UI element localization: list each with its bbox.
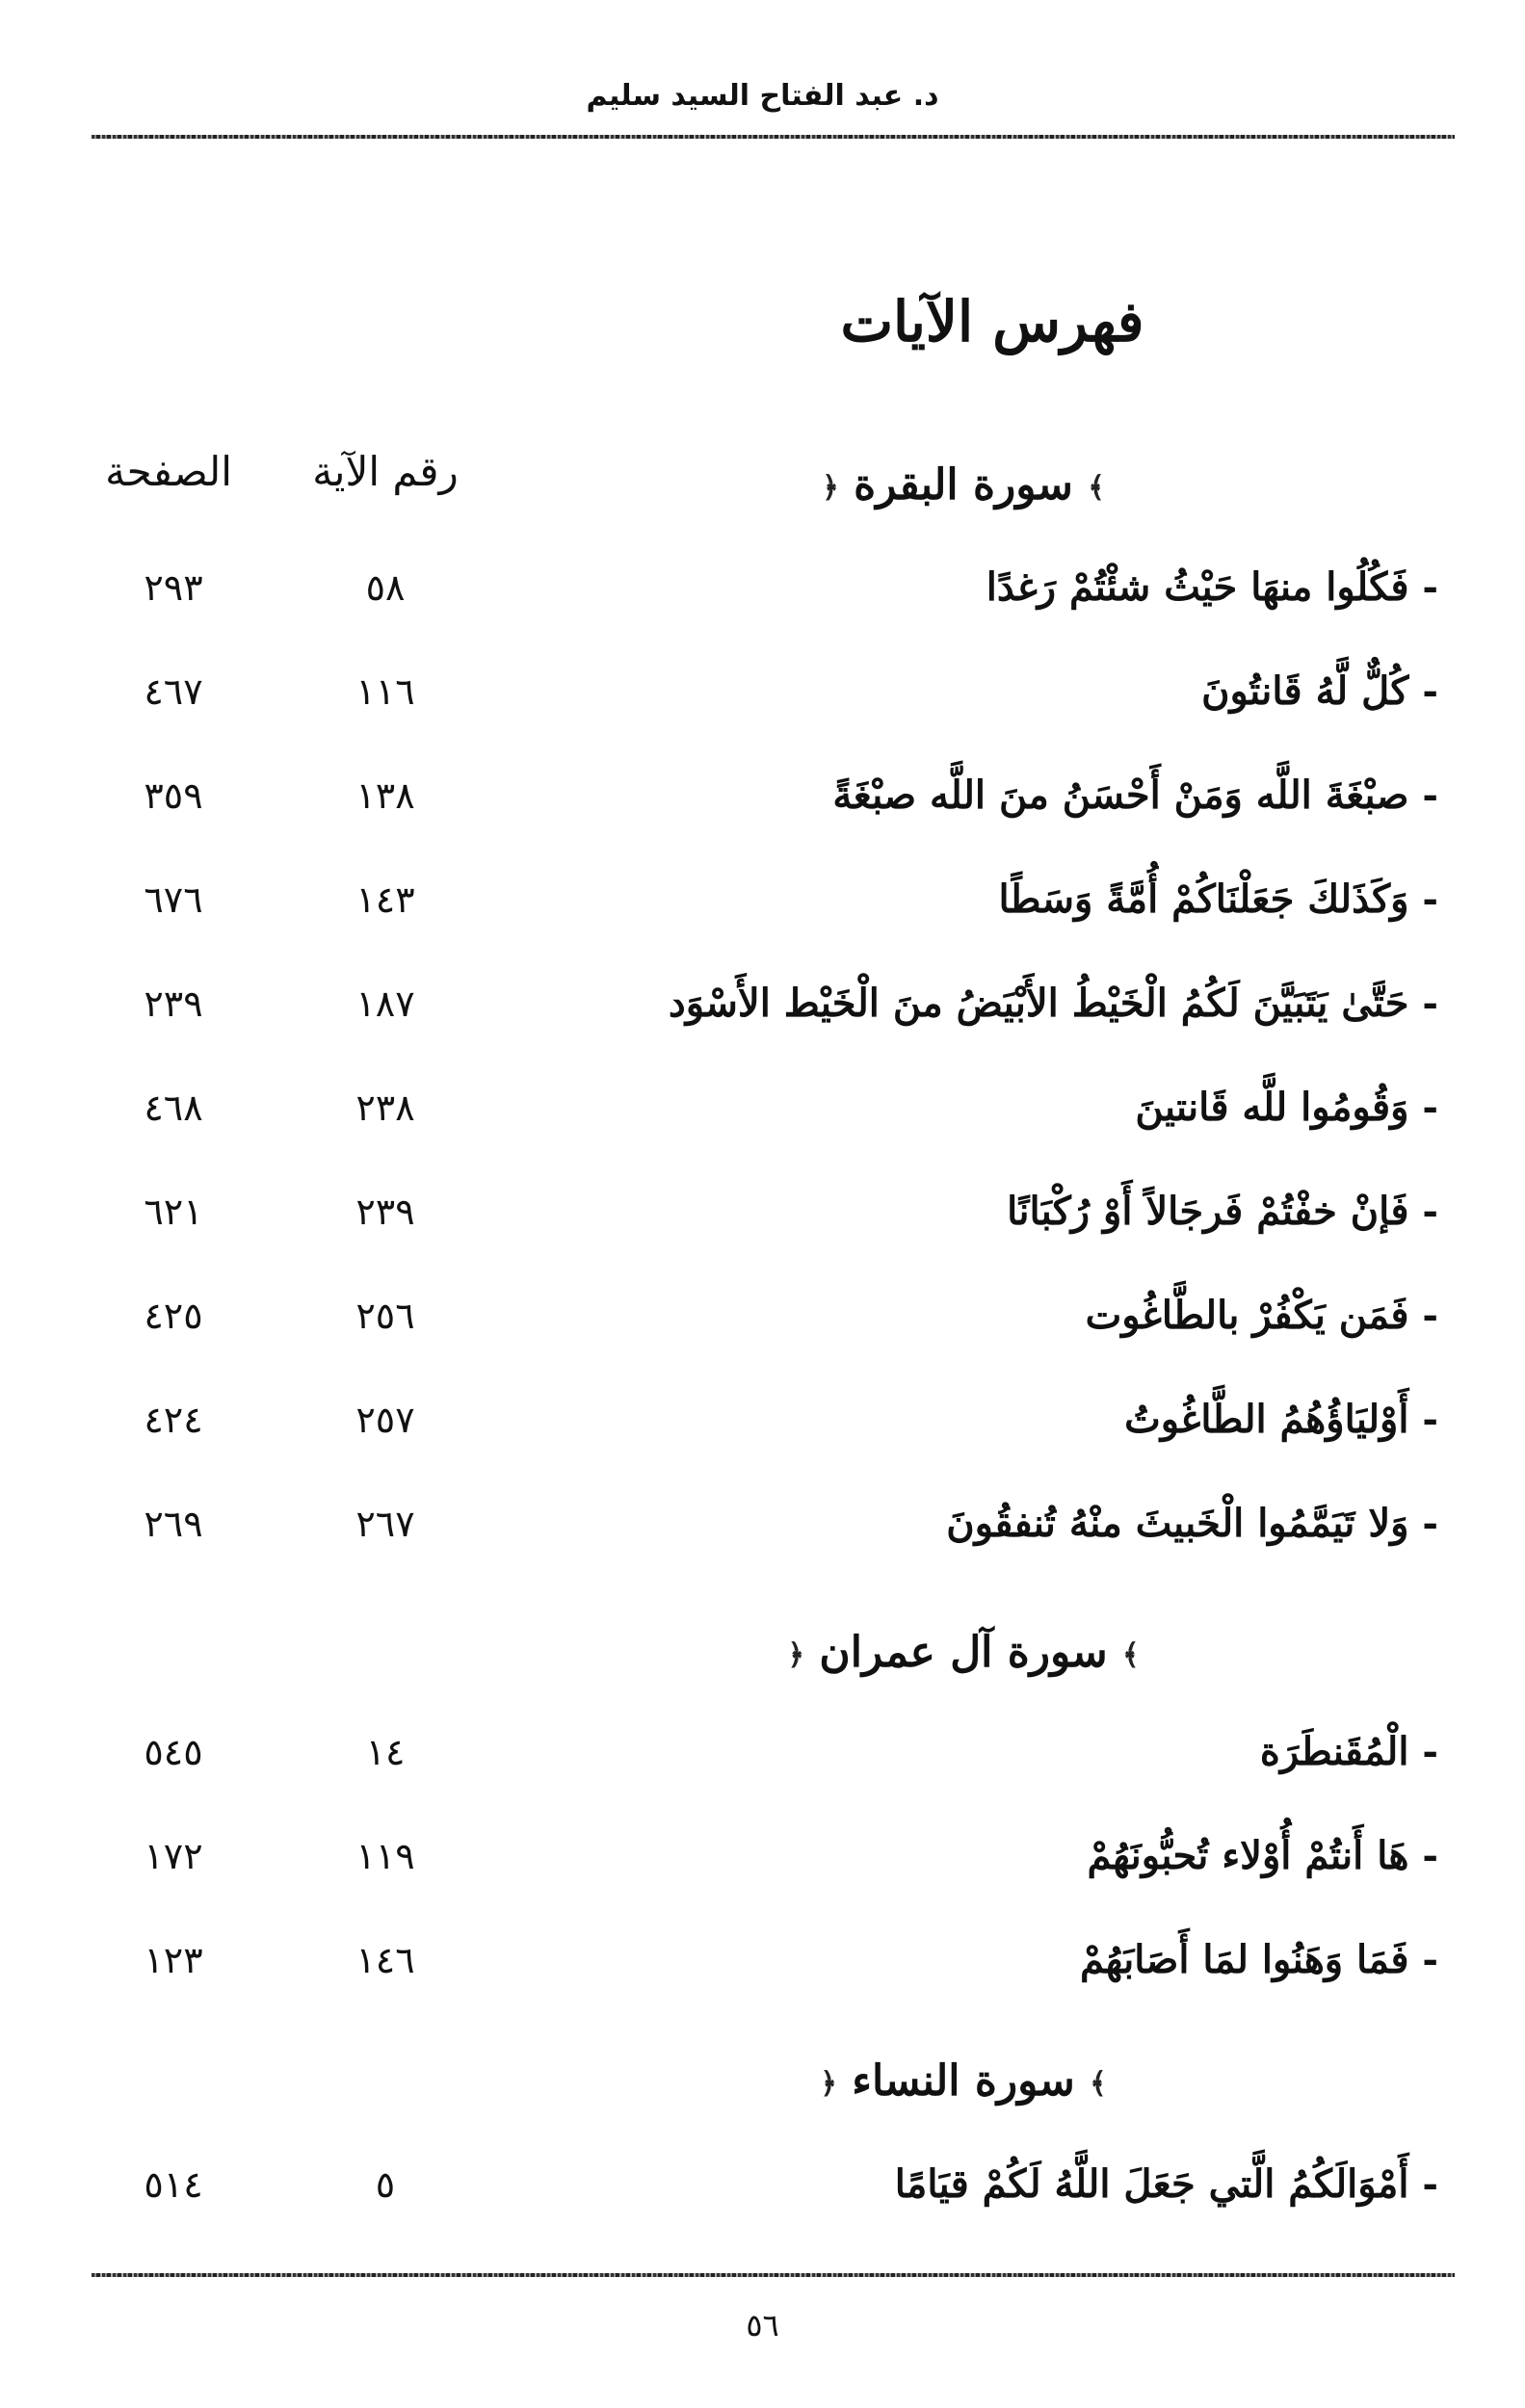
index-row	[0, 648, 1525, 735]
page-number: ٥٦	[746, 2307, 779, 2343]
surah-heading-baqarah	[539, 460, 1387, 510]
verse-text: - صبْغَةَ اللَّه وَمَنْ أَحْسَنُ منَ اللَّه صبْغَةً	[832, 772, 1438, 818]
ayah-number: ١١٩	[355, 1835, 415, 1877]
verse-text: - الْمُقَنطَرَة	[1259, 1729, 1438, 1774]
page-number-cell: ٢٦٩	[144, 1503, 203, 1545]
ayah-number: ١٨٧	[355, 982, 415, 1025]
page-number-cell: ٦٧٦	[144, 878, 203, 921]
verse-text: - أَوْليَاؤُهُمُ الطَّاغُوتُ	[1124, 1397, 1438, 1442]
verse-text: - وَلا تَيَمَّمُوا الْخَبيثَ منْهُ تُنفقُونَ	[946, 1501, 1438, 1546]
index-row	[0, 1272, 1525, 1359]
surah-name: سورة آل عمران	[819, 1628, 1108, 1677]
ayah-number: ٥	[375, 2163, 396, 2206]
ayah-number: ٢٥٧	[355, 1399, 415, 1441]
page-number-cell: ١٢٣	[144, 1939, 203, 1981]
surah-heading-al-imran	[539, 1628, 1387, 1677]
ayah-number: ١٤٣	[355, 878, 415, 921]
verse-text: - هَا أَنتُمْ أُوْلاء تُحبُّونَهُمْ	[1087, 1833, 1438, 1878]
verse-text: - فَكُلُوا منهَا حَيْثُ شئْتُمْ رَغدًا	[986, 564, 1438, 610]
ayah-number: ٢٦٧	[355, 1503, 415, 1545]
page-number-cell: ١٧٢	[144, 1835, 203, 1877]
verse-text: - فَمَن يَكْفُرْ بالطَّاغُوت	[1085, 1293, 1438, 1338]
page-number-cell: ٤٢٤	[144, 1399, 203, 1441]
verse-text: - كُلٌّ لَّهُ قَانتُونَ	[1201, 668, 1438, 714]
index-row	[0, 856, 1525, 943]
index-row	[0, 752, 1525, 839]
surah-name: سورة النساء	[852, 2056, 1075, 2106]
ornament-bracket-icon: ﴿	[822, 471, 839, 505]
ornament-bracket-icon: ﴾	[1121, 1638, 1140, 1672]
index-row	[0, 1813, 1525, 1899]
verse-text: - وَقُومُوا للَّه قَانتينَ	[1135, 1085, 1438, 1130]
verse-text: - حَتَّىٰ يَتَبَيَّنَ لَكُمُ الْخَيْطُ الأَبْيَضُ منَ الْخَيْط الأَسْوَد	[668, 981, 1438, 1026]
page-number-cell: ٤٢٥	[144, 1295, 203, 1337]
verse-text: - فَمَا وَهَنُوا لمَا أَصَابَهُمْ	[1080, 1937, 1438, 1982]
footer-rule	[92, 2273, 1455, 2277]
header-rule	[92, 135, 1455, 139]
index-row	[0, 1376, 1525, 1463]
ornament-bracket-icon: ﴿	[787, 1638, 805, 1672]
index-row	[0, 544, 1525, 631]
verse-text: - فَإنْ خفْتُمْ فَرجَالاً أَوْ رُكْبَانًا	[1007, 1189, 1438, 1234]
ornament-bracket-icon: ﴾	[1088, 471, 1105, 505]
ornament-bracket-icon: ﴾	[1090, 2067, 1107, 2101]
index-row	[0, 1480, 1525, 1567]
index-row	[0, 2141, 1525, 2228]
surah-heading-nisa	[539, 2056, 1387, 2106]
verse-text: - وَكَذَلكَ جَعَلْنَاكُمْ أُمَّةً وَسَطًا	[998, 877, 1438, 922]
ornament-bracket-icon: ﴿	[820, 2067, 837, 2101]
page-number-cell: ٢٩٣	[144, 566, 203, 609]
ayah-number: ٢٣٨	[355, 1086, 415, 1129]
index-row	[0, 1064, 1525, 1151]
page-number-cell: ٢٣٩	[144, 982, 203, 1025]
index-row	[0, 1709, 1525, 1795]
ayah-number: ١٤٦	[355, 1939, 415, 1981]
page-title: فهرس الآيات	[840, 289, 1144, 354]
verse-text: - أَمْوَالَكُمُ الَّتي جَعَلَ اللَّهُ لَكُمْ قيَامًا	[894, 2161, 1438, 2207]
column-header-page-number: الصفحة	[105, 448, 232, 495]
page-number-cell: ٥١٤	[144, 2163, 203, 2206]
page-number-cell: ٣٥٩	[144, 774, 203, 817]
running-header-author: د. عبد الفتاح السيد سليم	[586, 79, 939, 113]
ayah-number: ٢٥٦	[355, 1295, 415, 1337]
index-row	[0, 960, 1525, 1047]
index-row	[0, 1917, 1525, 2003]
ayah-number: ١٣٨	[355, 774, 415, 817]
page-number-cell: ٥٤٥	[144, 1731, 203, 1773]
page-number-cell: ٤٦٧	[144, 670, 203, 713]
surah-name: سورة البقرة	[854, 460, 1073, 510]
ayah-number: ١١٦	[355, 670, 415, 713]
page-number-cell: ٤٦٨	[144, 1086, 203, 1129]
page-number-cell: ٦٢١	[144, 1191, 203, 1233]
ayah-number: ٢٣٩	[355, 1191, 415, 1233]
ayah-number: ١٤	[365, 1731, 406, 1773]
ayah-number: ٥٨	[365, 566, 406, 609]
index-row	[0, 1168, 1525, 1255]
column-header-ayah-number: رقم الآية	[312, 448, 459, 495]
